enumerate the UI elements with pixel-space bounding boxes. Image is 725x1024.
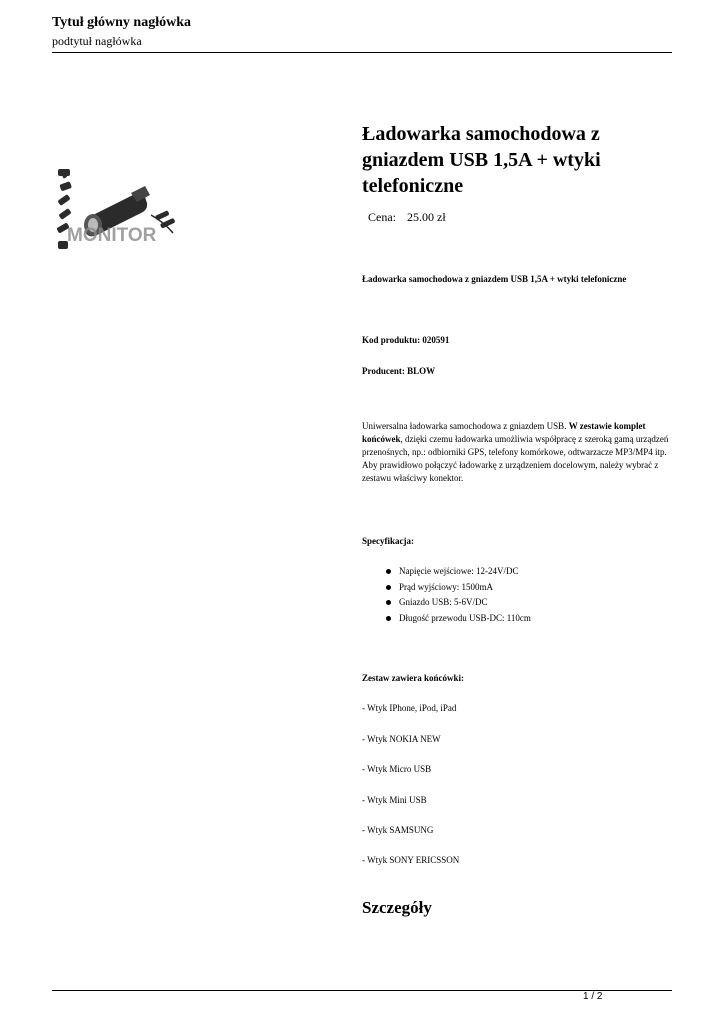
desc-part2: , dzięki czemu ładowarka umożliwia współpracę z szeroką gamą urządzeń przenośnych, np.: odbiorniki GPS, telefony komórkowe, odtwarzacze MP3/MP4 itp. Aby prawidłowo połączyć ładowarkę z urządzeniem docelowym, należy wybrać z zestawu właściwy konektor.: [362, 434, 669, 483]
kit-heading: Zestaw zawiera końcówki:: [362, 673, 464, 683]
spec-item: Prąd wyjściowy: 1500mA: [386, 580, 531, 596]
price-row: [368, 210, 446, 225]
kit-item: - Wtyk SAMSUNG: [362, 825, 434, 835]
price-label: Cena:: [368, 210, 396, 224]
kit-item: - Wtyk NOKIA NEW: [362, 734, 441, 744]
specs-list: [386, 564, 531, 626]
plug-tip-icon: [58, 169, 70, 179]
product-description: [362, 420, 678, 485]
producer: [362, 365, 435, 378]
product-code-label: Kod produktu:: [362, 335, 421, 345]
producer-label: Producent:: [362, 366, 405, 376]
specs-heading: Specyfikacja:: [362, 536, 414, 546]
header-divider: [52, 52, 672, 53]
product-title: Ładowarka samochodowa z gniazdem USB 1,5A + wtyki telefoniczne: [362, 123, 601, 197]
header-subtitle: podtytuł nagłówka: [52, 34, 142, 48]
page-number: 1 / 2: [583, 991, 603, 1002]
watermark-text: MONITOR: [67, 225, 157, 246]
producer-value: BLOW: [407, 366, 436, 376]
spec-item: Długość przewodu USB-DC: 110cm: [386, 611, 531, 627]
product-code: [362, 334, 449, 347]
product-short-name: Ładowarka samochodowa z gniazdem USB 1,5A + wtyki telefoniczne: [362, 274, 627, 284]
kit-item: - Wtyk Mini USB: [362, 795, 427, 805]
footer-divider: [52, 990, 672, 991]
details-heading: Szczegóły: [362, 898, 432, 917]
spec-item: Napięcie wejściowe: 12-24V/DC: [386, 564, 531, 580]
kit-item: - Wtyk Micro USB: [362, 764, 432, 774]
product-image: [55, 163, 185, 258]
desc-part1: Uniwersalna ładowarka samochodowa z gniazdem USB.: [362, 421, 569, 431]
product-code-value: 020591: [422, 335, 450, 345]
spec-item: Gniazdo USB: 5-6V/DC: [386, 595, 531, 611]
header-title: Tytuł główny nagłówka: [52, 15, 191, 30]
price-value: 25.00 zł: [407, 210, 446, 224]
kit-item: - Wtyk IPhone, iPod, iPad: [362, 703, 457, 713]
desc-bold: W zestawie komplet końcówek: [362, 421, 646, 444]
kit-item: - Wtyk SONY ERICSSON: [362, 855, 460, 865]
